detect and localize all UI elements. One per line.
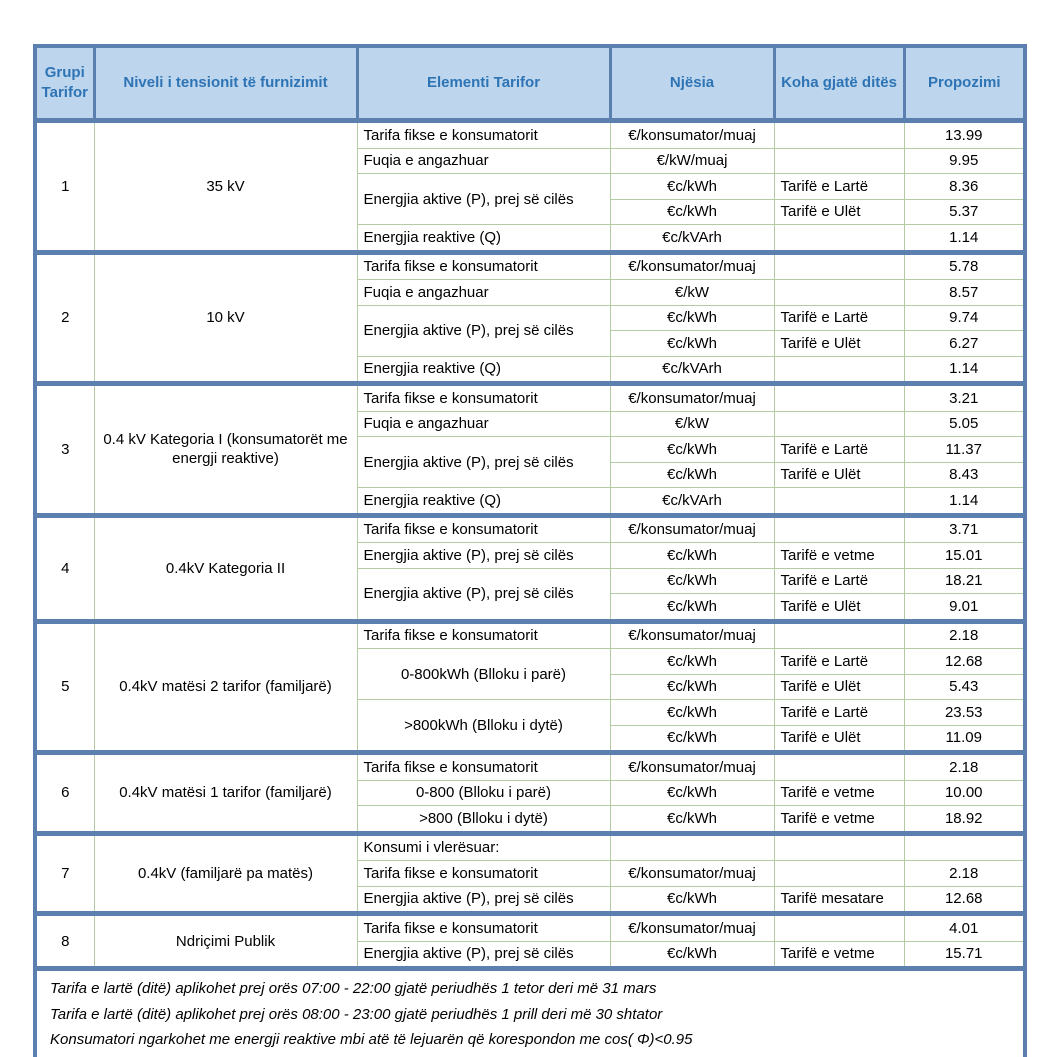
unit-cell: €/konsumator/muaj	[610, 621, 774, 649]
proposal-value-cell: 9.95	[904, 148, 1025, 174]
unit-cell: €/konsumator/muaj	[610, 861, 774, 887]
unit-cell: €c/kWh	[610, 674, 774, 700]
footer-notes-cell	[35, 969, 1025, 1057]
time-of-day-cell: Tarifë e vetme	[774, 941, 904, 969]
proposal-value-cell: 2.18	[904, 753, 1025, 781]
tariff-element-cell: 0-800kWh (Blloku i parë)	[357, 649, 610, 700]
proposal-value-cell: 18.92	[904, 806, 1025, 834]
unit-cell: €c/kWh	[610, 806, 774, 834]
footer-note: Konsumatori ngarkohet me energji reaktive mbi atë të lejuarën që korespondon me cos( Φ)<0.95	[50, 1031, 693, 1048]
tariff-table-header	[35, 46, 1025, 121]
proposal-value-cell: 11.09	[904, 725, 1025, 753]
voltage-level-cell: 35 kV	[94, 121, 357, 253]
tariff-table-body	[35, 121, 1025, 969]
proposal-value-cell: 1.14	[904, 225, 1025, 253]
header-grupi-tarifor: Grupi Tarifor	[35, 46, 94, 121]
time-of-day-cell: Tarifë e Ulët	[774, 199, 904, 225]
proposal-value-cell: 10.00	[904, 780, 1025, 806]
time-of-day-cell: Tarifë e vetme	[774, 780, 904, 806]
tariff-element-cell: Tarifa fikse e konsumatorit	[357, 861, 610, 887]
time-of-day-cell	[774, 621, 904, 649]
time-of-day-cell: Tarifë e Lartë	[774, 174, 904, 200]
time-of-day-cell: Tarifë e Lartë	[774, 305, 904, 331]
time-of-day-cell: Tarifë e Lartë	[774, 700, 904, 726]
proposal-value-cell	[904, 833, 1025, 861]
tariff-element-cell: Energjia aktive (P), prej së cilës	[357, 174, 610, 225]
time-of-day-cell: Tarifë e vetme	[774, 543, 904, 569]
time-of-day-cell: Tarifë e Ulët	[774, 331, 904, 357]
unit-cell: €c/kWh	[610, 568, 774, 594]
group-number-cell: 2	[35, 252, 94, 384]
table-row	[35, 621, 1025, 649]
tariff-element-cell: Fuqia e angazhuar	[357, 280, 610, 306]
unit-cell: €c/kWh	[610, 780, 774, 806]
unit-cell: €c/kWh	[610, 199, 774, 225]
unit-cell: €c/kVArh	[610, 225, 774, 253]
time-of-day-cell: Tarifë e Lartë	[774, 568, 904, 594]
time-of-day-cell	[774, 384, 904, 412]
unit-cell: €c/kVArh	[610, 356, 774, 384]
time-of-day-cell	[774, 488, 904, 516]
voltage-level-cell: 0.4kV (familjarë pa matës)	[94, 833, 357, 914]
proposal-value-cell: 5.37	[904, 199, 1025, 225]
time-of-day-cell: Tarifë e Ulët	[774, 725, 904, 753]
unit-cell: €c/kWh	[610, 941, 774, 969]
proposal-value-cell: 2.18	[904, 861, 1025, 887]
time-of-day-cell: Tarifë e Lartë	[774, 437, 904, 463]
tariff-element-cell: Energjia reaktive (Q)	[357, 225, 610, 253]
proposal-value-cell: 12.68	[904, 649, 1025, 675]
proposal-value-cell: 5.43	[904, 674, 1025, 700]
time-of-day-cell: Tarifë mesatare	[774, 886, 904, 914]
unit-cell: €c/kWh	[610, 886, 774, 914]
proposal-value-cell: 3.21	[904, 384, 1025, 412]
proposal-value-cell: 1.14	[904, 356, 1025, 384]
tariff-table-footer	[35, 969, 1025, 1057]
unit-cell: €c/kWh	[610, 543, 774, 569]
tariff-table	[33, 44, 1027, 1057]
tariff-element-cell: >800kWh (Blloku i dytë)	[357, 700, 610, 753]
table-row	[35, 384, 1025, 412]
header-row	[35, 46, 1025, 121]
tariff-element-cell: Tarifa fikse e konsumatorit	[357, 121, 610, 149]
proposal-value-cell: 23.53	[904, 700, 1025, 726]
unit-cell: €c/kVArh	[610, 488, 774, 516]
voltage-level-cell: Ndriçimi Publik	[94, 914, 357, 969]
tariff-element-cell: Energjia aktive (P), prej së cilës	[357, 437, 610, 488]
proposal-value-cell: 4.01	[904, 914, 1025, 942]
table-row	[35, 833, 1025, 861]
proposal-value-cell: 1.14	[904, 488, 1025, 516]
header-propozimi: Propozimi	[904, 46, 1025, 121]
voltage-level-cell: 10 kV	[94, 252, 357, 384]
time-of-day-cell: Tarifë e Ulët	[774, 594, 904, 622]
footer-row	[35, 969, 1025, 1057]
table-row	[35, 515, 1025, 543]
proposal-value-cell: 5.05	[904, 411, 1025, 437]
tariff-element-cell: Energjia aktive (P), prej së cilës	[357, 543, 610, 569]
header-elementi-tarifor: Elementi Tarifor	[357, 46, 610, 121]
proposal-value-cell: 8.57	[904, 280, 1025, 306]
voltage-level-cell: 0.4 kV Kategoria I (konsumatorët me energji reaktive)	[94, 384, 357, 516]
group-number-cell: 1	[35, 121, 94, 253]
tariff-element-cell: 0-800 (Blloku i parë)	[357, 780, 610, 806]
tariff-element-cell: Tarifa fikse e konsumatorit	[357, 621, 610, 649]
unit-cell: €/konsumator/muaj	[610, 384, 774, 412]
footer-note: Tarifa e lartë (ditë) aplikohet prej orës 08:00 - 23:00 gjatë periudhës 1 prill deri më 30 shtator	[50, 1005, 663, 1023]
proposal-value-cell: 11.37	[904, 437, 1025, 463]
tariff-element-cell: Tarifa fikse e konsumatorit	[357, 753, 610, 781]
group-number-cell: 4	[35, 515, 94, 621]
tariff-element-cell: Energjia reaktive (Q)	[357, 488, 610, 516]
unit-cell: €/kW/muaj	[610, 148, 774, 174]
time-of-day-cell	[774, 833, 904, 861]
table-row	[35, 121, 1025, 149]
proposal-value-cell: 13.99	[904, 121, 1025, 149]
tariff-element-cell: Tarifa fikse e konsumatorit	[357, 515, 610, 543]
tariff-element-cell: Energjia reaktive (Q)	[357, 356, 610, 384]
time-of-day-cell	[774, 861, 904, 887]
unit-cell: €c/kWh	[610, 700, 774, 726]
voltage-level-cell: 0.4kV matësi 2 tarifor (familjarë)	[94, 621, 357, 753]
group-number-cell: 8	[35, 914, 94, 969]
tariff-element-cell: Energjia aktive (P), prej së cilës	[357, 886, 610, 914]
voltage-level-cell: 0.4kV matësi 1 tarifor (familjarë)	[94, 753, 357, 834]
tariff-element-cell: Tarifa fikse e konsumatorit	[357, 914, 610, 942]
unit-cell: €c/kWh	[610, 649, 774, 675]
time-of-day-cell	[774, 225, 904, 253]
time-of-day-cell	[774, 914, 904, 942]
time-of-day-cell	[774, 280, 904, 306]
tariff-element-cell: Energjia aktive (P), prej së cilës	[357, 305, 610, 356]
header-niveli-tensionit: Niveli i tensionit të furnizimit	[94, 46, 357, 121]
time-of-day-cell: Tarifë e vetme	[774, 806, 904, 834]
table-row	[35, 753, 1025, 781]
group-number-cell: 5	[35, 621, 94, 753]
time-of-day-cell	[774, 121, 904, 149]
proposal-value-cell: 18.21	[904, 568, 1025, 594]
proposal-value-cell: 6.27	[904, 331, 1025, 357]
time-of-day-cell: Tarifë e Ulët	[774, 674, 904, 700]
time-of-day-cell: Tarifë e Ulët	[774, 462, 904, 488]
tariff-element-cell: Energjia aktive (P), prej së cilës	[357, 568, 610, 621]
footer-note: Tarifa e lartë (ditë) aplikohet prej orës 07:00 - 22:00 gjatë periudhës 1 tetor deri më 31 mars	[50, 980, 657, 997]
proposal-value-cell: 15.71	[904, 941, 1025, 969]
unit-cell: €/konsumator/muaj	[610, 252, 774, 280]
header-koha-gjate-dites: Koha gjatë ditës	[774, 46, 904, 121]
group-number-cell: 3	[35, 384, 94, 516]
time-of-day-cell: Tarifë e Lartë	[774, 649, 904, 675]
unit-cell: €c/kWh	[610, 305, 774, 331]
group-number-cell: 6	[35, 753, 94, 834]
unit-cell: €/konsumator/muaj	[610, 914, 774, 942]
table-row	[35, 914, 1025, 942]
unit-cell: €c/kWh	[610, 174, 774, 200]
header-njesia: Njësia	[610, 46, 774, 121]
proposal-value-cell: 15.01	[904, 543, 1025, 569]
unit-cell: €c/kWh	[610, 437, 774, 463]
tariff-element-cell: Fuqia e angazhuar	[357, 411, 610, 437]
time-of-day-cell	[774, 148, 904, 174]
tariff-element-cell: Tarifa fikse e konsumatorit	[357, 252, 610, 280]
unit-cell: €/kW	[610, 411, 774, 437]
time-of-day-cell	[774, 753, 904, 781]
tariff-element-cell: Energjia aktive (P), prej së cilës	[357, 941, 610, 969]
proposal-value-cell: 9.74	[904, 305, 1025, 331]
proposal-value-cell: 8.36	[904, 174, 1025, 200]
time-of-day-cell	[774, 252, 904, 280]
proposal-value-cell: 5.78	[904, 252, 1025, 280]
unit-cell: €c/kWh	[610, 331, 774, 357]
unit-cell: €/kW	[610, 280, 774, 306]
voltage-level-cell: 0.4kV Kategoria II	[94, 515, 357, 621]
proposal-value-cell: 9.01	[904, 594, 1025, 622]
unit-cell: €/konsumator/muaj	[610, 121, 774, 149]
unit-cell	[610, 833, 774, 861]
proposal-value-cell: 8.43	[904, 462, 1025, 488]
proposal-value-cell: 2.18	[904, 621, 1025, 649]
unit-cell: €/konsumator/muaj	[610, 753, 774, 781]
group-number-cell: 7	[35, 833, 94, 914]
unit-cell: €c/kWh	[610, 462, 774, 488]
unit-cell: €c/kWh	[610, 594, 774, 622]
time-of-day-cell	[774, 356, 904, 384]
time-of-day-cell	[774, 411, 904, 437]
proposal-value-cell: 12.68	[904, 886, 1025, 914]
tariff-element-cell: Konsumi i vlerësuar:	[357, 833, 610, 861]
tariff-element-cell: Tarifa fikse e konsumatorit	[357, 384, 610, 412]
tariff-element-cell: Fuqia e angazhuar	[357, 148, 610, 174]
proposal-value-cell: 3.71	[904, 515, 1025, 543]
unit-cell: €/konsumator/muaj	[610, 515, 774, 543]
unit-cell: €c/kWh	[610, 725, 774, 753]
time-of-day-cell	[774, 515, 904, 543]
table-row	[35, 252, 1025, 280]
tariff-element-cell: >800 (Blloku i dytë)	[357, 806, 610, 834]
